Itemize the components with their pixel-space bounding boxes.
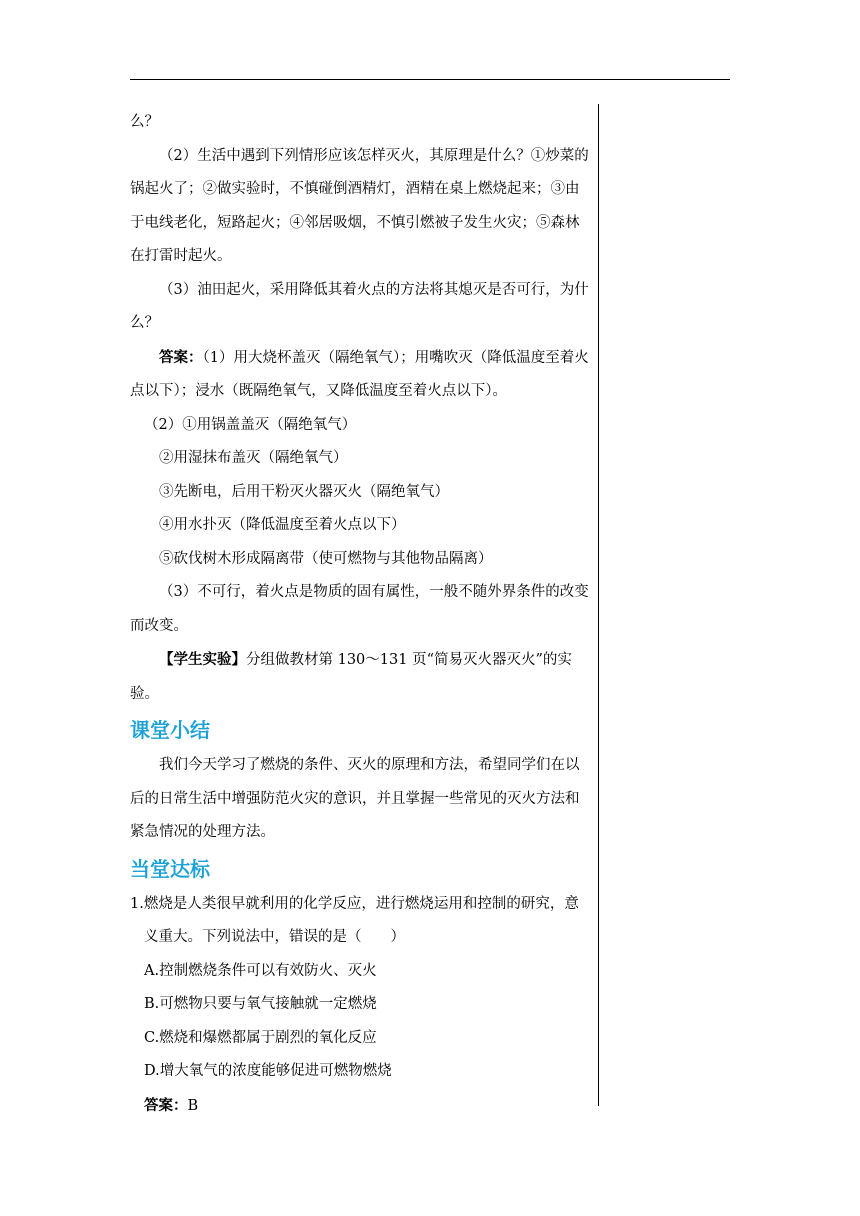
practice-heading: 当堂达标 bbox=[130, 856, 210, 881]
answer-3: （3）不可行，着火点是物质的固有属性，一般不随外界条件的改变而改变。 bbox=[130, 584, 589, 634]
student-experiment-label: 【学生实验】 bbox=[159, 651, 246, 668]
answer-2-1: （2）①用锅盖盖灭（隔绝氧气） bbox=[144, 416, 357, 433]
question-3: （3）油田起火，采用降低其着火点的方法将其熄灭是否可行，为什么？ bbox=[130, 281, 589, 331]
answer-2-4: ④用水扑灭（降低温度至着火点以下） bbox=[159, 517, 406, 533]
practice-answer-label: 答案： bbox=[144, 1096, 188, 1114]
answer-2-2: ②用湿抹布盖灭（隔绝氧气） bbox=[159, 450, 348, 466]
summary-text: 我们今天学习了燃烧的条件、灭火的原理和方法，希望同学们在以后的日常生活中增强防范火灾的意识，并且掌握一些常见的灭火方法和紧急情况的处理方法。 bbox=[130, 757, 580, 840]
answer-2-3: ③先断电，后用干粉灭火器灭火（隔绝氧气） bbox=[159, 483, 449, 500]
option-b: B.可燃物只要与氧气接触就一定燃烧 bbox=[144, 996, 377, 1012]
answer-label: 答案： bbox=[159, 348, 203, 366]
student-experiment bbox=[130, 643, 592, 711]
question-1-tail: 么？ bbox=[130, 114, 159, 130]
header-rule bbox=[130, 79, 730, 80]
document-body bbox=[130, 106, 592, 1123]
answer-2-5: ⑤砍伐树木形成隔离带（使可燃物与其他物品隔离） bbox=[159, 550, 493, 567]
practice-answer bbox=[130, 1089, 592, 1124]
option-d: D.增大氧气的浓度能够促进可燃物燃烧 bbox=[144, 1063, 392, 1079]
student-experiment-text: 分组做教材第 130～131 页“简易灭火器灭火”的实验。 bbox=[130, 652, 572, 702]
practice-answer-value: B bbox=[187, 1097, 199, 1114]
option-a: A.控制燃烧条件可以有效防火、灭火 bbox=[144, 962, 377, 979]
option-c: C.燃烧和爆燃都属于剧烈的氧化反应 bbox=[144, 1029, 377, 1046]
answer-1-text: （1）用大烧杯盖灭（隔绝氧气）；用嘴吹灭（降低温度至着火点以下）；浸水（既隔绝氧气，又降低温度至着火点以下）。 bbox=[130, 349, 589, 399]
answer-1 bbox=[130, 341, 592, 409]
summary-heading: 课堂小结 bbox=[130, 718, 210, 742]
question-2: （2）生活中遇到下列情形应该怎样灭火，其原理是什么？①炒菜的锅起火了；②做实验时，不慎碰倒酒精灯，酒精在桌上燃烧起来；③由于电线老化，短路起火；④邻居吸烟，不慎引燃被子发生火灾；⑤森林在打雷时起火。 bbox=[130, 147, 589, 264]
practice-question: 1.燃烧是人类很早就利用的化学反应，进行燃烧运用和控制的研究，意义重大。下列说法中，错误的是（ ） bbox=[130, 895, 579, 945]
margin-rule bbox=[598, 104, 599, 1106]
